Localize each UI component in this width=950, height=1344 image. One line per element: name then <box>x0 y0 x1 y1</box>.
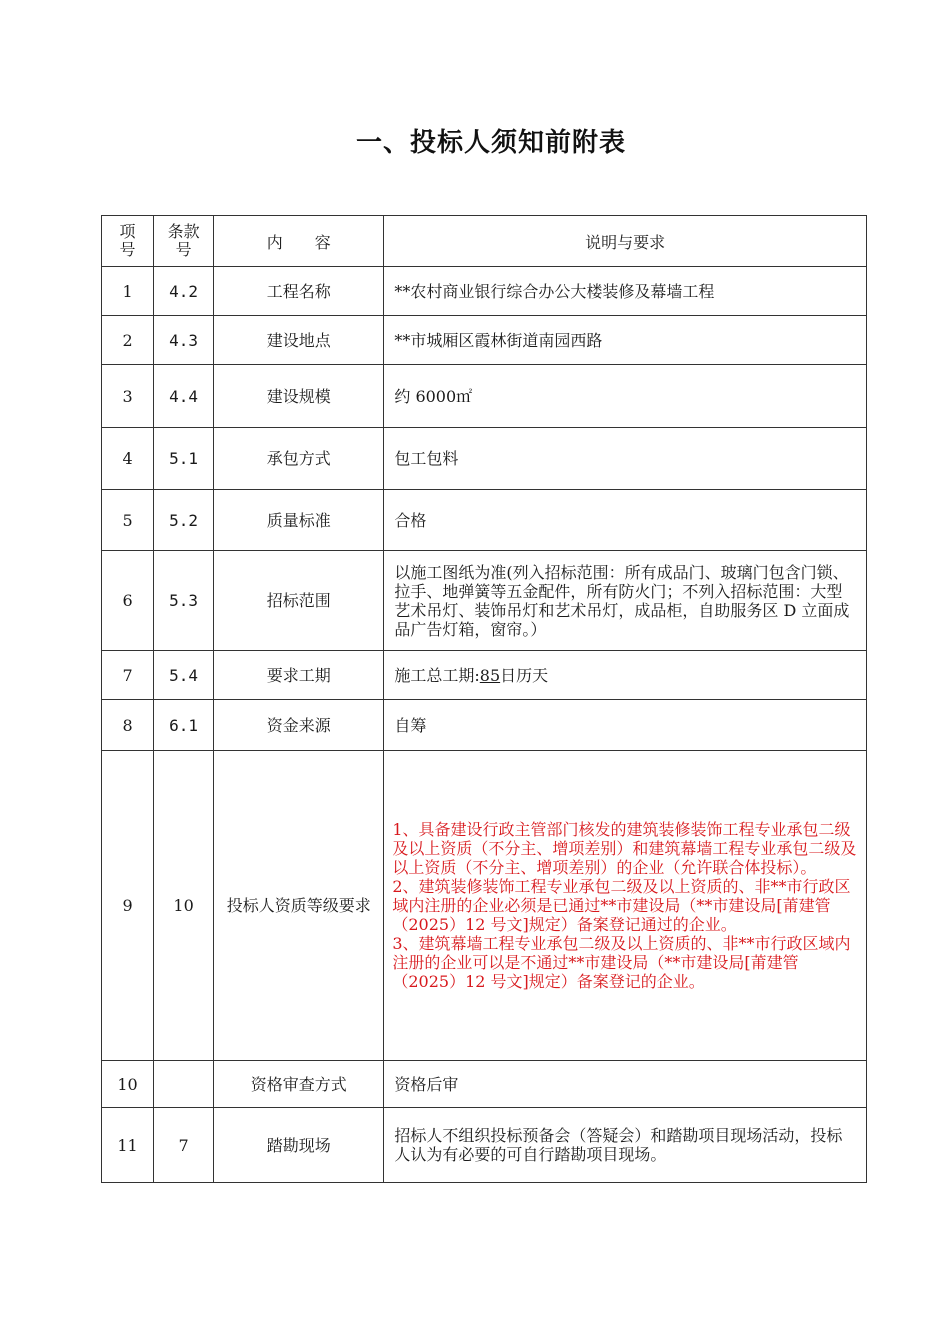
row-content: 投标人资质等级要求 <box>214 751 384 1061</box>
row-description: 包工包料 <box>384 428 867 490</box>
row-index: 7 <box>102 651 154 700</box>
row-description: 约 6000㎡ <box>384 365 867 428</box>
table-row <box>102 1061 867 1108</box>
qualification-requirements <box>384 751 867 1061</box>
header-clause-line1: 条款 <box>167 222 200 241</box>
header-clause-line2: 号 <box>175 240 192 259</box>
requirement-item: 3、建筑幕墙工程专业承包二级及以上资质的、非**市行政区域内注册的企业可以是不通过**市建设局（**市建设局[莆建管（2025）12 号文]规定）备案登记的企业。 <box>392 934 851 991</box>
row-clause: 5.3 <box>154 551 214 651</box>
header-index <box>102 216 154 267</box>
row-clause: 5.2 <box>154 490 214 551</box>
row-clause: 7 <box>154 1108 214 1183</box>
row-clause: 4.2 <box>154 267 214 316</box>
header-index-line2: 号 <box>119 240 136 259</box>
row-clause: 4.4 <box>154 365 214 428</box>
row-description: 自筹 <box>384 700 867 751</box>
header-clause <box>154 216 214 267</box>
row-index: 5 <box>102 490 154 551</box>
row-clause: 5.4 <box>154 651 214 700</box>
row-content: 建设规模 <box>214 365 384 428</box>
row-clause: 10 <box>154 751 214 1061</box>
header-description: 说明与要求 <box>384 216 867 267</box>
row-index: 9 <box>102 751 154 1061</box>
row-description: 招标人不组织投标预备会（答疑会）和踏勘项目现场活动，投标人认为有必要的可自行踏勘项目现场。 <box>384 1108 867 1183</box>
page-title: 一、投标人须知前附表 <box>355 128 626 158</box>
table-row <box>102 490 867 551</box>
row-content: 资格审查方式 <box>214 1061 384 1108</box>
table-row <box>102 751 867 1061</box>
table-row <box>102 551 867 651</box>
row-index: 10 <box>102 1061 154 1108</box>
row-description: 资格后审 <box>384 1061 867 1108</box>
requirement-item: 2、建筑装修装饰工程专业承包二级及以上资质的、非**市行政区域内注册的企业必须是已通过**市建设局（**市建设局[莆建管（2025）12 号文]规定）备案登记通过的企业。 <box>392 877 851 934</box>
table-row <box>102 428 867 490</box>
row-index: 4 <box>102 428 154 490</box>
duration-unit: 日历天 <box>500 665 549 685</box>
requirement-item: 1、具备建设行政主管部门核发的建筑装修装饰工程专业承包二级及以上资质（不分主、增项差别）和建筑幕墙工程专业承包二级及以上资质（不分主、增项差别）的企业（允许联合体投标）。 <box>392 820 857 877</box>
table-row <box>102 651 867 700</box>
table-row <box>102 365 867 428</box>
row-content: 工程名称 <box>214 267 384 316</box>
row-index: 3 <box>102 365 154 428</box>
duration-value: 85 <box>479 665 501 685</box>
table-row <box>102 700 867 751</box>
duration-label: 施工总工期: <box>394 665 480 685</box>
row-content: 建设地点 <box>214 316 384 365</box>
row-description: 以施工图纸为准(列入招标范围：所有成品门、玻璃门包含门锁、拉手、地弹簧等五金配件，所有防火门；不列入招标范围：大型艺术吊灯、装饰吊灯和艺术吊灯，成品柜，自助服务区 D 立面成品广告灯箱，窗帘。） <box>384 551 867 651</box>
row-content: 资金来源 <box>214 700 384 751</box>
row-content: 要求工期 <box>214 651 384 700</box>
row-index: 1 <box>102 267 154 316</box>
row-description: **市城厢区霞林街道南园西路 <box>384 316 867 365</box>
header-content: 内 容 <box>214 216 384 267</box>
row-clause <box>154 1061 214 1108</box>
table-row <box>102 267 867 316</box>
row-clause: 4.3 <box>154 316 214 365</box>
row-index: 6 <box>102 551 154 651</box>
row-index: 11 <box>102 1108 154 1183</box>
row-description <box>384 651 867 700</box>
row-content: 承包方式 <box>214 428 384 490</box>
table-row <box>102 1108 867 1183</box>
row-content: 质量标准 <box>214 490 384 551</box>
table-row <box>102 316 867 365</box>
row-index: 8 <box>102 700 154 751</box>
bidder-notice-table <box>101 215 867 1183</box>
row-index: 2 <box>102 316 154 365</box>
row-clause: 5.1 <box>154 428 214 490</box>
header-index-line1: 项 <box>119 222 136 241</box>
row-clause: 6.1 <box>154 700 214 751</box>
row-content: 踏勘现场 <box>214 1108 384 1183</box>
row-description: **农村商业银行综合办公大楼装修及幕墙工程 <box>384 267 867 316</box>
table-header-row <box>102 216 867 267</box>
row-description: 合格 <box>384 490 867 551</box>
row-content: 招标范围 <box>214 551 384 651</box>
